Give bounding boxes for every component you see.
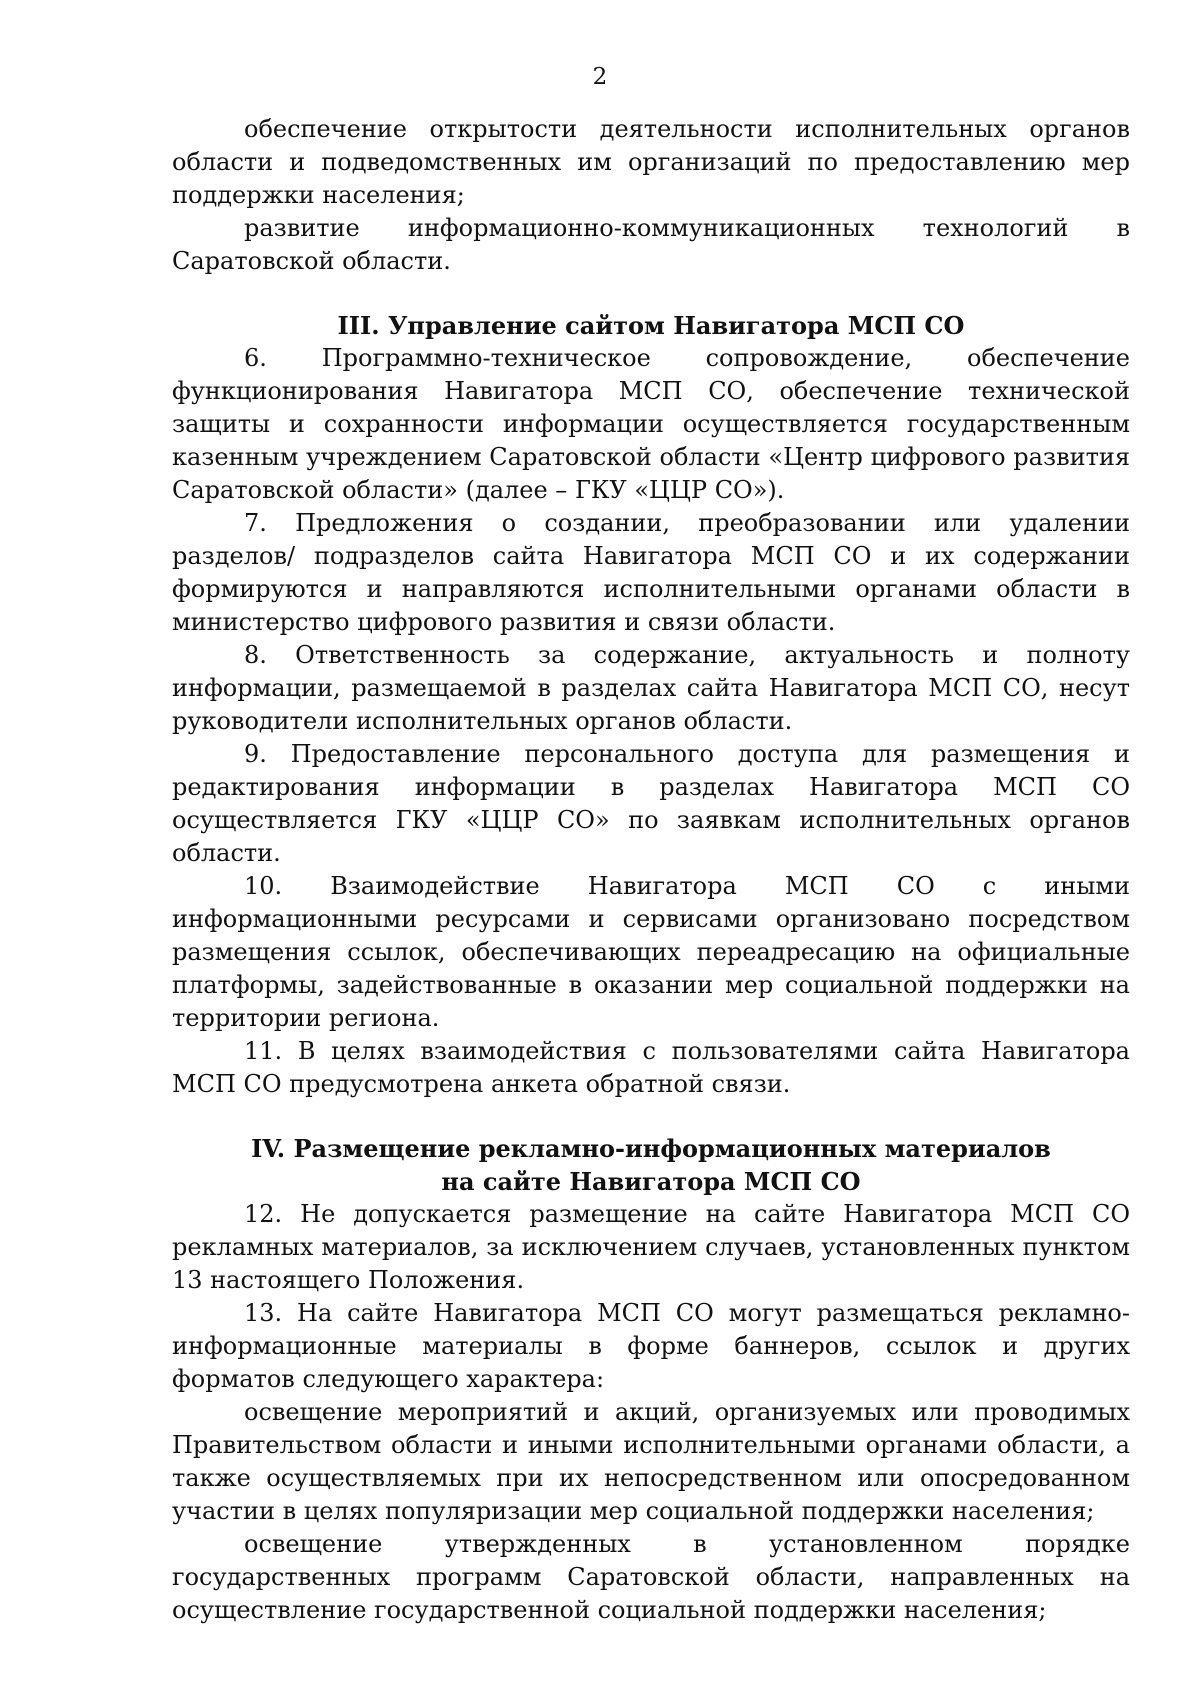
clause-10: 10. Взаимодействие Навигатора МСП СО с иными информационными ресурсами и сервисами организовано посредством размещения ссылок, обеспечивающих переадресацию на официальные платформы, задействованные в оказании мер социальной поддержки на территории региона. xyxy=(172,872,1130,1032)
clause-13-item: освещение мероприятий и акций, организуемых или проводимых Правительством области и иными исполнительными органами области, а также осуществляемых при их непосредственном или опосредованном участии в целях популяризации мер социальной поддержки населения; xyxy=(172,1398,1130,1525)
clause-13: 13. На сайте Навигатора МСП СО могут размещаться рекламно-информационные материалы в форме баннеров, ссылок и других форматов следующего характера: xyxy=(172,1299,1130,1393)
section-heading-3: III. Управление сайтом Навигатора МСП СО xyxy=(337,311,965,340)
clause-7: 7. Предложения о создании, преобразовании или удалении разделов/ подразделов сайта Навигатора МСП СО и их содержании формируются и направляются исполнительными органами области в министерство цифрового развития и связи области. xyxy=(172,509,1130,636)
section-heading-4-line-1: IV. Размещение рекламно-информационных материалов xyxy=(251,1134,1051,1163)
document-body xyxy=(172,113,1130,1627)
clause-6: 6. Программно-техническое сопровождение, обеспечение функционирования Навигатора МСП СО, обеспечение технической защиты и сохранности информации осуществляется государственным казенным учреждением Саратовской области «Центр цифрового развития Саратовской области» (далее – ГКУ «ЦЦР СО»). xyxy=(172,344,1130,504)
intro-paragraph: развитие информационно-коммуникационных технологий в Саратовской области. xyxy=(172,214,1130,275)
clause-9: 9. Предоставление персонального доступа для размещения и редактирования информации в разделах Навигатора МСП СО осуществляется ГКУ «ЦЦР СО» по заявкам исполнительных органов области. xyxy=(172,740,1130,867)
page-number: 2 xyxy=(592,64,608,90)
intro-paragraph: обеспечение открытости деятельности исполнительных органов области и подведомственных им организаций по предоставлению мер поддержки населения; xyxy=(172,115,1130,209)
clause-11: 11. В целях взаимодействия с пользователями сайта Навигатора МСП СО предусмотрена анкета обратной связи. xyxy=(172,1037,1130,1098)
clause-12: 12. Не допускается размещение на сайте Навигатора МСП СО рекламных материалов, за исключением случаев, установленных пунктом 13 настоящего Положения. xyxy=(172,1200,1130,1294)
section-heading-4 xyxy=(172,1132,1130,1198)
clause-13-item: освещение утвержденных в установленном порядке государственных программ Саратовской области, направленных на осуществление государственной социальной поддержки населения; xyxy=(172,1530,1130,1624)
section-heading-4-line-2: на сайте Навигатора МСП СО xyxy=(441,1167,861,1196)
clause-8: 8. Ответственность за содержание, актуальность и полноту информации, размещаемой в разделах сайта Навигатора МСП СО, несут руководители исполнительных органов области. xyxy=(172,641,1130,735)
